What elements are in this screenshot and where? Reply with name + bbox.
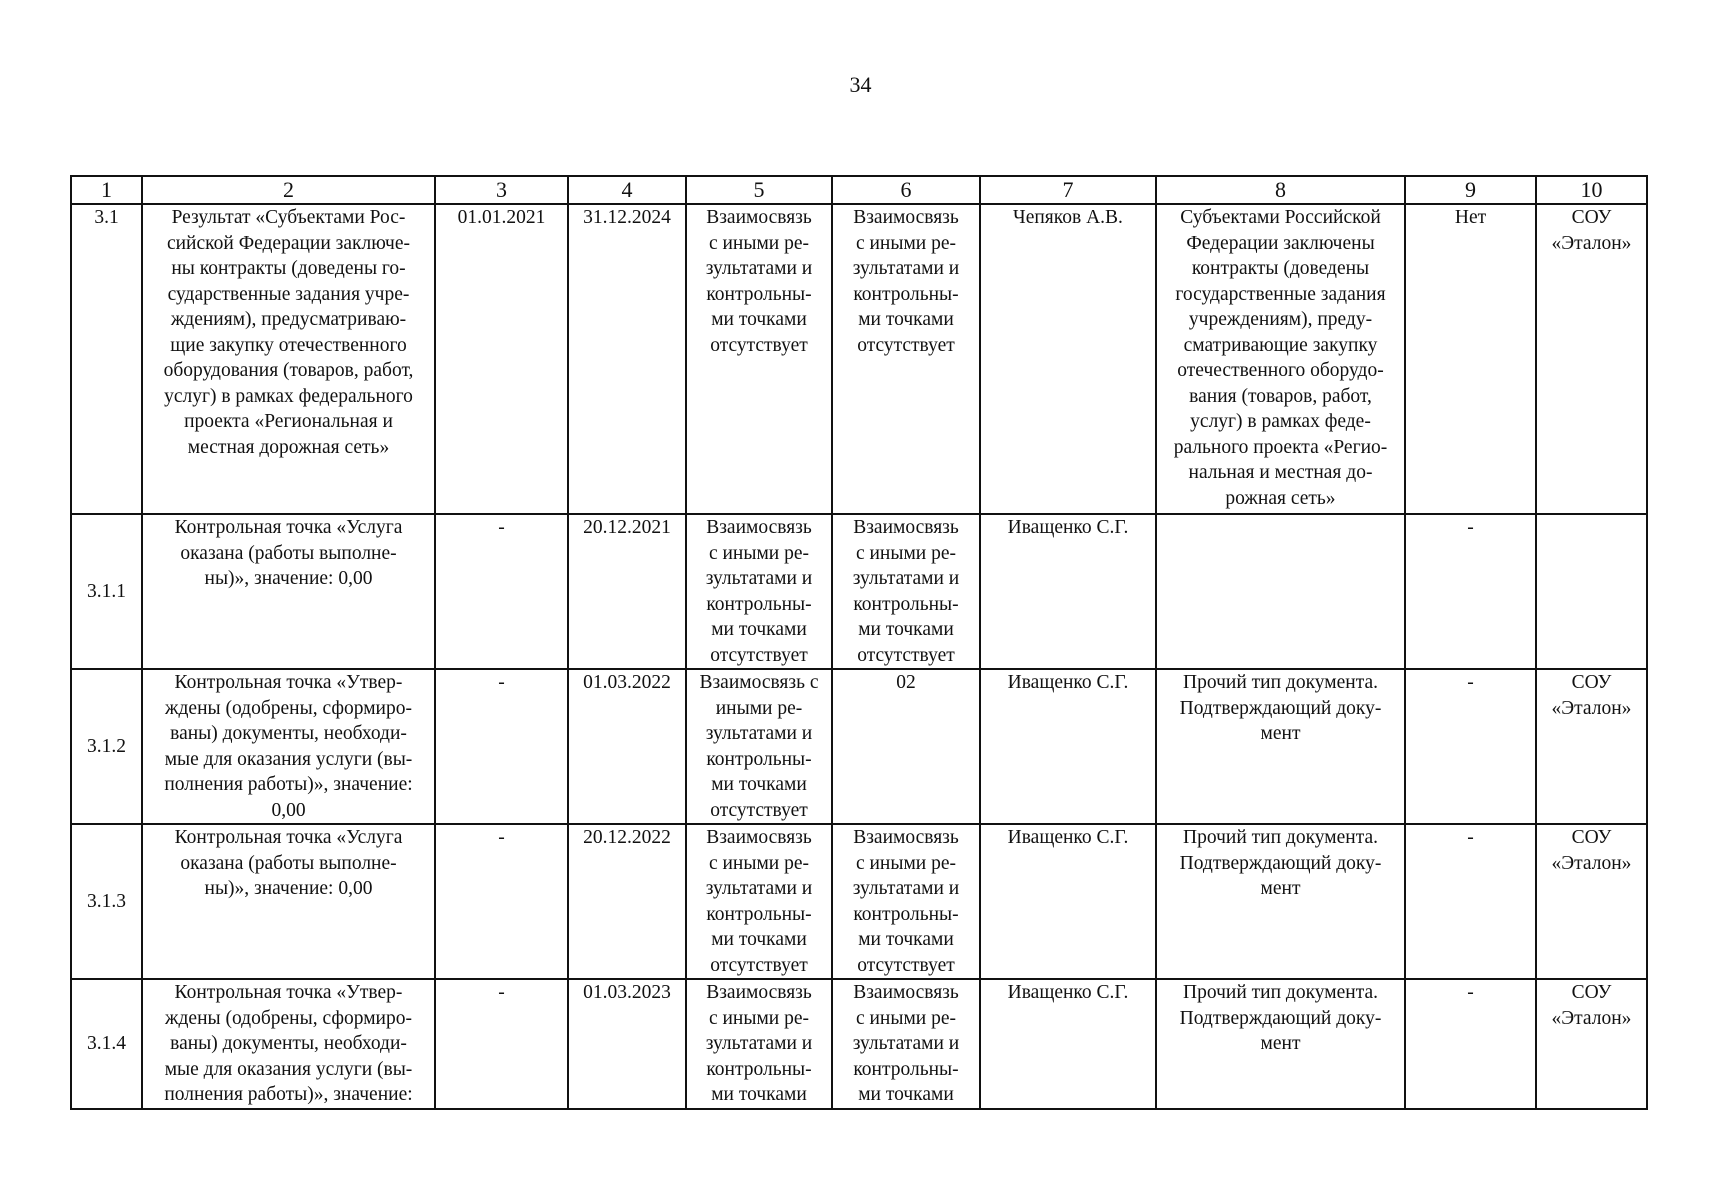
header-cell-5: 5 [686, 176, 832, 204]
row-number: 3.1.2 [71, 669, 142, 824]
row-predecessors: Взаимосвязь с иными ре- зультатами и контрольны- ми точками отсутствует [686, 204, 832, 514]
header-cell-1: 1 [71, 176, 142, 204]
header-cell-2: 2 [142, 176, 435, 204]
row-predecessors: Взаимосвязь с иными ре- зультатами и контрольны- ми точками отсутствует [686, 669, 832, 824]
table-row [71, 979, 1647, 1109]
row-name: Контрольная точка «Утвер- ждены (одобрены, сформиро- ваны) документы, необходи- мые для оказания услуги (вы- полнения работы)», значение: 0,00 [142, 669, 435, 824]
row-name: Результат «Субъектами Рос- сийской Федерации заключе- ны контракты (доведены го- сударственные задания учре- ждениям), предусматриваю- щие закупку отечественного оборудования (товаров, работ, услуг) в рамках федерального проекта «Региональная и местная дорожная сеть» [142, 204, 435, 514]
header-cell-9: 9 [1405, 176, 1536, 204]
row-start-date: - [435, 514, 568, 669]
row-responsible: Чепяков А.В. [980, 204, 1156, 514]
row-predecessors: Взаимосвязь с иными ре- зультатами и контрольны- ми точками отсутствует [686, 514, 832, 669]
row-col9: - [1405, 514, 1536, 669]
row-successors: Взаимосвязь с иными ре- зультатами и контрольны- ми точками [832, 979, 980, 1109]
row-col10: СОУ «Эталон» [1536, 979, 1647, 1109]
row-name: Контрольная точка «Услуга оказана (работы выполне- ны)», значение: 0,00 [142, 514, 435, 669]
row-name: Контрольная точка «Утвер- ждены (одобрены, сформиро- ваны) документы, необходи- мые для оказания услуги (вы- полнения работы)», значение: [142, 979, 435, 1109]
header-cell-6: 6 [832, 176, 980, 204]
row-predecessors: Взаимосвязь с иными ре- зультатами и контрольны- ми точками отсутствует [686, 824, 832, 979]
plan-table [70, 175, 1648, 1110]
table-row [71, 824, 1647, 979]
row-responsible: Иващенко С.Г. [980, 669, 1156, 824]
row-col10: СОУ «Эталон» [1536, 204, 1647, 514]
row-start-date: - [435, 979, 568, 1109]
header-cell-4: 4 [568, 176, 686, 204]
row-end-date: 20.12.2022 [568, 824, 686, 979]
row-col9: - [1405, 669, 1536, 824]
row-document: Субъектами Российской Федерации заключены контракты (доведены государственные задания учреждениям), преду- сматривающие закупку отечественного оборудо- вания (товаров, работ, услуг) в рамках феде- рального проекта «Регио- нальная и местная до- рожная сеть» [1156, 204, 1405, 514]
header-cell-8: 8 [1156, 176, 1405, 204]
row-start-date: 01.01.2021 [435, 204, 568, 514]
header-cell-3: 3 [435, 176, 568, 204]
row-start-date: - [435, 824, 568, 979]
header-cell-7: 7 [980, 176, 1156, 204]
row-name: Контрольная точка «Услуга оказана (работы выполне- ны)», значение: 0,00 [142, 824, 435, 979]
row-col9: Нет [1405, 204, 1536, 514]
row-document: Прочий тип документа. Подтверждающий доку- мент [1156, 824, 1405, 979]
page-number: 34 [849, 72, 872, 97]
row-predecessors: Взаимосвязь с иными ре- зультатами и контрольны- ми точками [686, 979, 832, 1109]
row-start-date: - [435, 669, 568, 824]
row-end-date: 01.03.2022 [568, 669, 686, 824]
row-col10: СОУ «Эталон» [1536, 669, 1647, 824]
row-responsible: Иващенко С.Г. [980, 824, 1156, 979]
row-col10 [1536, 514, 1647, 669]
row-responsible: Иващенко С.Г. [980, 514, 1156, 669]
row-col9: - [1405, 979, 1536, 1109]
row-end-date: 01.03.2023 [568, 979, 686, 1109]
header-cell-10: 10 [1536, 176, 1647, 204]
row-document [1156, 514, 1405, 669]
row-successors: Взаимосвязь с иными ре- зультатами и контрольны- ми точками отсутствует [832, 824, 980, 979]
row-end-date: 20.12.2021 [568, 514, 686, 669]
table-row [71, 514, 1647, 669]
row-number: 3.1 [71, 204, 142, 514]
row-successors: 02 [832, 669, 980, 824]
row-number: 3.1.3 [71, 824, 142, 979]
row-number: 3.1.1 [71, 514, 142, 669]
row-col10: СОУ «Эталон» [1536, 824, 1647, 979]
header-row [71, 176, 1647, 204]
row-number: 3.1.4 [71, 979, 142, 1109]
row-responsible: Иващенко С.Г. [980, 979, 1156, 1109]
row-document: Прочий тип документа. Подтверждающий доку- мент [1156, 979, 1405, 1109]
row-col9: - [1405, 824, 1536, 979]
row-document: Прочий тип документа. Подтверждающий доку- мент [1156, 669, 1405, 824]
row-end-date: 31.12.2024 [568, 204, 686, 514]
table-row [71, 204, 1647, 514]
row-successors: Взаимосвязь с иными ре- зультатами и контрольны- ми точками отсутствует [832, 514, 980, 669]
table-row [71, 669, 1647, 824]
row-successors: Взаимосвязь с иными ре- зультатами и контрольны- ми точками отсутствует [832, 204, 980, 514]
